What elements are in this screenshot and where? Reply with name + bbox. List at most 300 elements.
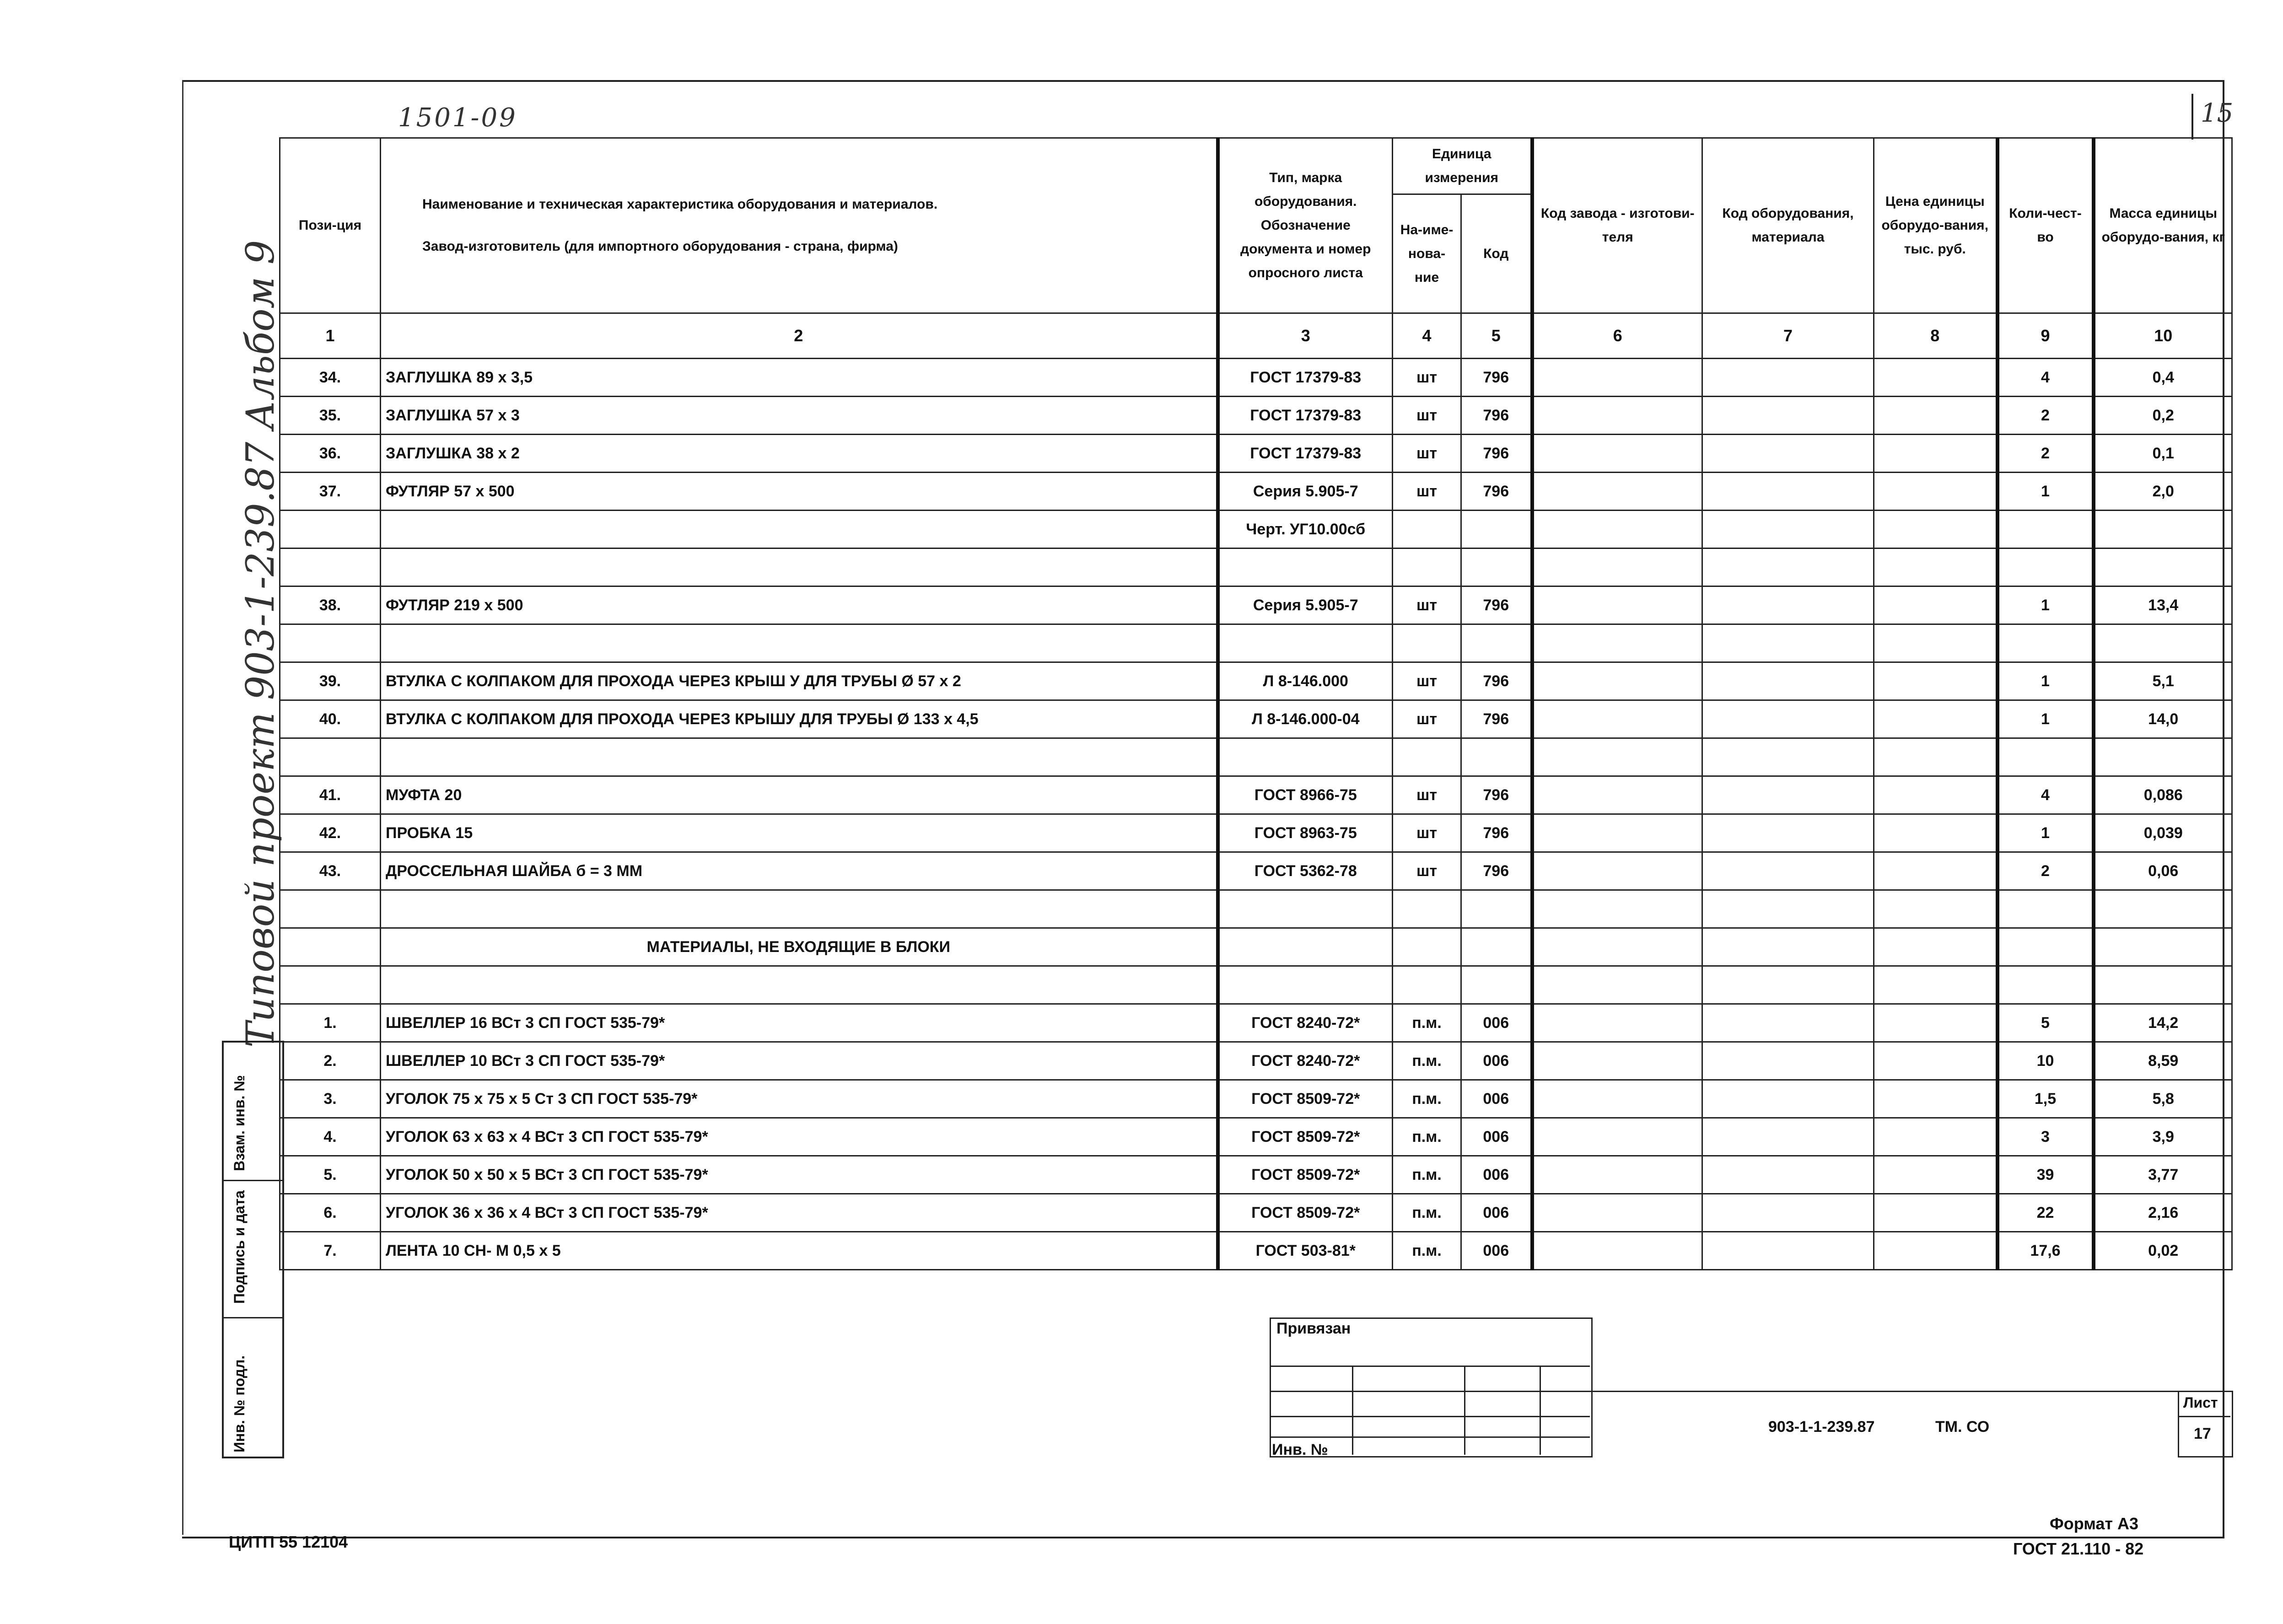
- table-row: [280, 473, 2232, 511]
- row-unit: шт: [1393, 662, 1461, 700]
- row-position: 6.: [280, 1194, 381, 1232]
- row-name: [381, 738, 1218, 776]
- col-number: 2: [381, 313, 1218, 359]
- row-factory-code: [1532, 1232, 1702, 1270]
- document-code: 903-1-1-239.87: [1768, 1418, 1875, 1436]
- row-mass: 8,59: [2094, 1042, 2232, 1080]
- row-quantity: 3: [1998, 1118, 2094, 1156]
- footer-print-code: ЦИТП 55 12104: [229, 1533, 348, 1551]
- row-material-code: [1702, 549, 1874, 586]
- row-position: 39.: [280, 662, 381, 700]
- row-position: 43.: [280, 852, 381, 890]
- row-name: МАТЕРИАЛЫ, НЕ ВХОДЯЩИЕ В БЛОКИ: [381, 928, 1218, 966]
- row-factory-code: [1532, 776, 1702, 814]
- row-position: 34.: [280, 359, 381, 397]
- row-quantity: 1: [1998, 586, 2094, 624]
- row-unit-code: 006: [1461, 1042, 1532, 1080]
- col-number: 6: [1532, 313, 1702, 359]
- row-quantity: 5: [1998, 1004, 2094, 1042]
- row-name: ФУТЛЯР 57 х 500: [381, 473, 1218, 511]
- col-number: 8: [1874, 313, 1998, 359]
- row-material-code: [1702, 397, 1874, 435]
- row-unit: п.м.: [1393, 1080, 1461, 1118]
- sheet-number: 17: [2194, 1425, 2211, 1442]
- row-factory-code: [1532, 928, 1702, 966]
- row-position: 36.: [280, 435, 381, 473]
- row-price: [1874, 1156, 1998, 1194]
- row-unit-code: 006: [1461, 1232, 1532, 1270]
- table-row: [280, 397, 2232, 435]
- footer-format: Формат А3: [2050, 1514, 2139, 1533]
- table-row: [280, 359, 2232, 397]
- row-name: УГОЛОК 75 х 75 х 5 Ст 3 СП ГОСТ 535-79*: [381, 1080, 1218, 1118]
- table-row: [280, 1232, 2232, 1270]
- row-mass: [2094, 928, 2232, 966]
- table-row: [280, 776, 2232, 814]
- row-quantity: 39: [1998, 1156, 2094, 1194]
- header-mass: Масса единицы оборудо-вания, кг: [2094, 138, 2232, 313]
- row-material-code: [1702, 435, 1874, 473]
- header-unit-code: Код: [1461, 194, 1532, 313]
- row-position: 4.: [280, 1118, 381, 1156]
- table-row: [280, 1080, 2232, 1118]
- row-position: [280, 890, 381, 928]
- col-number: 7: [1702, 313, 1874, 359]
- row-factory-code: [1532, 473, 1702, 511]
- row-unit-code: 796: [1461, 776, 1532, 814]
- row-unit: шт: [1393, 397, 1461, 435]
- row-unit: шт: [1393, 359, 1461, 397]
- row-name: ЗАГЛУШКА 57 х 3: [381, 397, 1218, 435]
- row-unit-code: [1461, 890, 1532, 928]
- row-name: УГОЛОК 63 х 63 х 4 ВСт 3 СП ГОСТ 535-79*: [381, 1118, 1218, 1156]
- row-price: [1874, 966, 1998, 1004]
- row-name: ДРОССЕЛЬНАЯ ШАЙБА б = 3 ММ: [381, 852, 1218, 890]
- row-factory-code: [1532, 1080, 1702, 1118]
- row-quantity: [1998, 511, 2094, 549]
- stamp-vzam-inv: Взам. инв. №: [231, 1075, 248, 1171]
- row-factory-code: [1532, 814, 1702, 852]
- specification-table: [279, 137, 2233, 1270]
- row-quantity: 1: [1998, 473, 2094, 511]
- row-price: [1874, 549, 1998, 586]
- row-quantity: [1998, 549, 2094, 586]
- row-unit: [1393, 738, 1461, 776]
- table-row: [280, 511, 2232, 549]
- row-quantity: [1998, 738, 2094, 776]
- footer-gost: ГОСТ 21.110 - 82: [2013, 1539, 2144, 1558]
- row-material-code: [1702, 966, 1874, 1004]
- row-type: ГОСТ 503-81*: [1218, 1232, 1393, 1270]
- header-unit-group: Единица измерения: [1393, 138, 1532, 194]
- row-unit: шт: [1393, 435, 1461, 473]
- row-quantity: 17,6: [1998, 1232, 2094, 1270]
- row-mass: 0,02: [2094, 1232, 2232, 1270]
- row-factory-code: [1532, 397, 1702, 435]
- row-unit: шт: [1393, 852, 1461, 890]
- row-price: [1874, 852, 1998, 890]
- header-unit-name: На-име-нова-ние: [1393, 194, 1461, 313]
- row-unit-code: 796: [1461, 435, 1532, 473]
- row-mass: 0,086: [2094, 776, 2232, 814]
- row-factory-code: [1532, 359, 1702, 397]
- row-price: [1874, 662, 1998, 700]
- row-unit-code: [1461, 511, 1532, 549]
- row-unit: шт: [1393, 586, 1461, 624]
- row-material-code: [1702, 1118, 1874, 1156]
- row-unit: п.м.: [1393, 1194, 1461, 1232]
- col-number: 9: [1998, 313, 2094, 359]
- table-row: [280, 738, 2232, 776]
- row-price: [1874, 1118, 1998, 1156]
- row-factory-code: [1532, 1042, 1702, 1080]
- row-position: 41.: [280, 776, 381, 814]
- row-name: ВТУЛКА С КОЛПАКОМ ДЛЯ ПРОХОДА ЧЕРЕЗ КРЫШ У ДЛЯ ТРУБЫ Ø 57 х 2: [381, 662, 1218, 700]
- row-quantity: 22: [1998, 1194, 2094, 1232]
- table-row: [280, 435, 2232, 473]
- row-name: ЗАГЛУШКА 89 х 3,5: [381, 359, 1218, 397]
- row-factory-code: [1532, 662, 1702, 700]
- row-price: [1874, 814, 1998, 852]
- row-quantity: 1,5: [1998, 1080, 2094, 1118]
- row-unit-code: 796: [1461, 397, 1532, 435]
- row-name: [381, 966, 1218, 1004]
- stamp-signature-date: Подпись и дата: [231, 1190, 248, 1304]
- col-number: 5: [1461, 313, 1532, 359]
- row-name: ВТУЛКА С КОЛПАКОМ ДЛЯ ПРОХОДА ЧЕРЕЗ КРЫШУ ДЛЯ ТРУБЫ Ø 133 х 4,5: [381, 700, 1218, 738]
- row-name: ФУТЛЯР 219 х 500: [381, 586, 1218, 624]
- col-number: 4: [1393, 313, 1461, 359]
- row-unit: [1393, 624, 1461, 662]
- table-row: [280, 928, 2232, 966]
- row-material-code: [1702, 586, 1874, 624]
- row-unit: [1393, 890, 1461, 928]
- row-factory-code: [1532, 852, 1702, 890]
- header-position: Пози-ция: [280, 138, 381, 313]
- corner-mark: [2191, 94, 2193, 140]
- header-factory-code: Код завода - изготови-теля: [1532, 138, 1702, 313]
- row-unit-code: [1461, 624, 1532, 662]
- row-type: ГОСТ 8966-75: [1218, 776, 1393, 814]
- row-unit-code: [1461, 738, 1532, 776]
- row-position: 35.: [280, 397, 381, 435]
- row-position: 1.: [280, 1004, 381, 1042]
- header-type: Тип, марка оборудования. Обозначение документа и номер опросного листа: [1218, 138, 1393, 313]
- table-row: [280, 966, 2232, 1004]
- row-position: [280, 511, 381, 549]
- table-row: [280, 549, 2232, 586]
- row-material-code: [1702, 511, 1874, 549]
- row-factory-code: [1532, 624, 1702, 662]
- row-mass: 0,06: [2094, 852, 2232, 890]
- row-mass: 2,16: [2094, 1194, 2232, 1232]
- binding-line: [182, 80, 183, 1535]
- row-unit-code: 006: [1461, 1194, 1532, 1232]
- row-position: [280, 624, 381, 662]
- row-type: [1218, 966, 1393, 1004]
- row-quantity: 4: [1998, 776, 2094, 814]
- row-price: [1874, 511, 1998, 549]
- row-position: 42.: [280, 814, 381, 852]
- archive-number: 1501-09: [398, 103, 517, 133]
- row-mass: [2094, 549, 2232, 586]
- row-material-code: [1702, 1004, 1874, 1042]
- row-unit: п.м.: [1393, 1042, 1461, 1080]
- row-factory-code: [1532, 1004, 1702, 1042]
- row-name: ЛЕНТА 10 СН- М 0,5 х 5: [381, 1232, 1218, 1270]
- row-unit-code: 006: [1461, 1080, 1532, 1118]
- col-number: 1: [280, 313, 381, 359]
- table-row: [280, 852, 2232, 890]
- row-name: ШВЕЛЛЕР 10 ВСт 3 СП ГОСТ 535-79*: [381, 1042, 1218, 1080]
- row-type: ГОСТ 8509-72*: [1218, 1156, 1393, 1194]
- row-mass: 13,4: [2094, 586, 2232, 624]
- row-unit: [1393, 928, 1461, 966]
- row-mass: 0,1: [2094, 435, 2232, 473]
- row-unit-code: 006: [1461, 1118, 1532, 1156]
- row-unit: п.м.: [1393, 1118, 1461, 1156]
- row-position: [280, 928, 381, 966]
- row-factory-code: [1532, 549, 1702, 586]
- row-price: [1874, 397, 1998, 435]
- row-name: ШВЕЛЛЕР 16 ВСт 3 СП ГОСТ 535-79*: [381, 1004, 1218, 1042]
- row-name: [381, 549, 1218, 586]
- row-name: [381, 511, 1218, 549]
- table-row: [280, 624, 2232, 662]
- row-position: 7.: [280, 1232, 381, 1270]
- row-unit: п.м.: [1393, 1156, 1461, 1194]
- row-position: [280, 966, 381, 1004]
- row-mass: 2,0: [2094, 473, 2232, 511]
- row-unit-code: 796: [1461, 662, 1532, 700]
- table-row: [280, 586, 2232, 624]
- row-price: [1874, 1042, 1998, 1080]
- row-name: МУФТА 20: [381, 776, 1218, 814]
- row-unit: шт: [1393, 700, 1461, 738]
- document-suffix: ТМ. СО: [1935, 1418, 1990, 1436]
- row-mass: [2094, 966, 2232, 1004]
- row-unit: п.м.: [1393, 1232, 1461, 1270]
- row-price: [1874, 776, 1998, 814]
- row-price: [1874, 890, 1998, 928]
- row-material-code: [1702, 776, 1874, 814]
- row-type: Серия 5.905-7: [1218, 586, 1393, 624]
- row-position: 3.: [280, 1080, 381, 1118]
- row-price: [1874, 473, 1998, 511]
- row-material-code: [1702, 890, 1874, 928]
- row-mass: [2094, 511, 2232, 549]
- row-unit-code: 796: [1461, 700, 1532, 738]
- row-position: [280, 549, 381, 586]
- row-price: [1874, 435, 1998, 473]
- row-name: УГОЛОК 36 х 36 х 4 ВСт 3 СП ГОСТ 535-79*: [381, 1194, 1218, 1232]
- row-unit-code: [1461, 966, 1532, 1004]
- row-mass: [2094, 890, 2232, 928]
- row-type: ГОСТ 17379-83: [1218, 359, 1393, 397]
- row-unit-code: 006: [1461, 1156, 1532, 1194]
- row-name: [381, 890, 1218, 928]
- row-type: [1218, 624, 1393, 662]
- row-factory-code: [1532, 890, 1702, 928]
- row-factory-code: [1532, 511, 1702, 549]
- col-number: 10: [2094, 313, 2232, 359]
- row-unit: шт: [1393, 776, 1461, 814]
- table-row: [280, 1004, 2232, 1042]
- side-project-title: Типовой проект 903-1-239.87 Альбом 9: [238, 240, 283, 1048]
- header-name: [381, 138, 1218, 313]
- inv-no-label: Инв. №: [1272, 1441, 1328, 1458]
- table-row: [280, 1042, 2232, 1080]
- row-type: Черт. УГ10.00сб: [1218, 511, 1393, 549]
- row-mass: 5,8: [2094, 1080, 2232, 1118]
- row-type: ГОСТ 8509-72*: [1218, 1194, 1393, 1232]
- row-unit-code: 796: [1461, 586, 1532, 624]
- row-type: Л 8-146.000-04: [1218, 700, 1393, 738]
- row-type: ГОСТ 8240-72*: [1218, 1004, 1393, 1042]
- row-material-code: [1702, 662, 1874, 700]
- row-factory-code: [1532, 966, 1702, 1004]
- row-material-code: [1702, 624, 1874, 662]
- row-price: [1874, 1080, 1998, 1118]
- row-position: 38.: [280, 586, 381, 624]
- row-quantity: 10: [1998, 1042, 2094, 1080]
- row-factory-code: [1532, 586, 1702, 624]
- header-quantity: Коли-чест-во: [1998, 138, 2094, 313]
- row-unit: шт: [1393, 814, 1461, 852]
- row-unit-code: 796: [1461, 814, 1532, 852]
- row-type: ГОСТ 8240-72*: [1218, 1042, 1393, 1080]
- table-row: [280, 1156, 2232, 1194]
- row-price: [1874, 624, 1998, 662]
- row-material-code: [1702, 359, 1874, 397]
- row-material-code: [1702, 814, 1874, 852]
- sheet-label: Лист: [2183, 1394, 2218, 1411]
- row-unit-code: 006: [1461, 1004, 1532, 1042]
- row-quantity: [1998, 890, 2094, 928]
- row-type: [1218, 549, 1393, 586]
- row-quantity: 2: [1998, 435, 2094, 473]
- header-name-line2: Завод-изготовитель (для импортного оборудования - страна, фирма): [422, 239, 898, 254]
- row-unit: п.м.: [1393, 1004, 1461, 1042]
- row-type: ГОСТ 17379-83: [1218, 435, 1393, 473]
- row-mass: 14,0: [2094, 700, 2232, 738]
- row-unit: [1393, 511, 1461, 549]
- row-quantity: 1: [1998, 662, 2094, 700]
- row-factory-code: [1532, 738, 1702, 776]
- row-price: [1874, 700, 1998, 738]
- row-material-code: [1702, 852, 1874, 890]
- table-row: [280, 700, 2232, 738]
- row-quantity: [1998, 966, 2094, 1004]
- col-number: 3: [1218, 313, 1393, 359]
- row-price: [1874, 1194, 1998, 1232]
- header-price: Цена единицы оборудо-вания, тыс. руб.: [1874, 138, 1998, 313]
- privyazan-label: Привязан: [1276, 1320, 1351, 1337]
- table-row: [280, 890, 2232, 928]
- row-type: [1218, 890, 1393, 928]
- row-unit-code: 796: [1461, 852, 1532, 890]
- row-mass: 14,2: [2094, 1004, 2232, 1042]
- row-type: ГОСТ 17379-83: [1218, 397, 1393, 435]
- header-name-line1: Наименование и техническая характеристика оборудования и материалов.: [422, 197, 938, 212]
- row-mass: 3,9: [2094, 1118, 2232, 1156]
- row-name: ЗАГЛУШКА 38 х 2: [381, 435, 1218, 473]
- row-type: Л 8-146.000: [1218, 662, 1393, 700]
- row-mass: 0,039: [2094, 814, 2232, 852]
- row-mass: 5,1: [2094, 662, 2232, 700]
- row-mass: 3,77: [2094, 1156, 2232, 1194]
- row-name: ПРОБКА 15: [381, 814, 1218, 852]
- row-factory-code: [1532, 1156, 1702, 1194]
- page-corner-number: 15: [2201, 98, 2234, 128]
- row-unit-code: 796: [1461, 473, 1532, 511]
- table-row: [280, 1194, 2232, 1232]
- row-position: 40.: [280, 700, 381, 738]
- row-mass: 0,2: [2094, 397, 2232, 435]
- row-position: 37.: [280, 473, 381, 511]
- row-position: 5.: [280, 1156, 381, 1194]
- row-factory-code: [1532, 1118, 1702, 1156]
- row-type: [1218, 738, 1393, 776]
- row-mass: [2094, 624, 2232, 662]
- row-material-code: [1702, 738, 1874, 776]
- table-row: [280, 662, 2232, 700]
- row-price: [1874, 928, 1998, 966]
- row-material-code: [1702, 473, 1874, 511]
- row-type: ГОСТ 5362-78: [1218, 852, 1393, 890]
- row-unit: [1393, 966, 1461, 1004]
- row-quantity: 4: [1998, 359, 2094, 397]
- row-type: ГОСТ 8509-72*: [1218, 1118, 1393, 1156]
- row-price: [1874, 1232, 1998, 1270]
- row-quantity: 1: [1998, 814, 2094, 852]
- row-factory-code: [1532, 435, 1702, 473]
- row-factory-code: [1532, 700, 1702, 738]
- row-unit: [1393, 549, 1461, 586]
- stamp-inv-podl: Инв. № подл.: [231, 1355, 248, 1452]
- row-unit-code: [1461, 928, 1532, 966]
- row-quantity: 1: [1998, 700, 2094, 738]
- row-quantity: 2: [1998, 397, 2094, 435]
- row-material-code: [1702, 1080, 1874, 1118]
- row-unit-code: [1461, 549, 1532, 586]
- row-price: [1874, 359, 1998, 397]
- row-type: Серия 5.905-7: [1218, 473, 1393, 511]
- row-price: [1874, 738, 1998, 776]
- row-material-code: [1702, 1042, 1874, 1080]
- row-type: [1218, 928, 1393, 966]
- row-material-code: [1702, 1156, 1874, 1194]
- row-price: [1874, 586, 1998, 624]
- row-quantity: [1998, 624, 2094, 662]
- row-mass: [2094, 738, 2232, 776]
- row-position: 2.: [280, 1042, 381, 1080]
- row-quantity: 2: [1998, 852, 2094, 890]
- row-quantity: [1998, 928, 2094, 966]
- row-material-code: [1702, 1232, 1874, 1270]
- row-unit-code: 796: [1461, 359, 1532, 397]
- row-mass: 0,4: [2094, 359, 2232, 397]
- row-type: ГОСТ 8963-75: [1218, 814, 1393, 852]
- header-material-code: Код оборудования, материала: [1702, 138, 1874, 313]
- row-price: [1874, 1004, 1998, 1042]
- row-type: ГОСТ 8509-72*: [1218, 1080, 1393, 1118]
- row-name: УГОЛОК 50 х 50 х 5 ВСт 3 СП ГОСТ 535-79*: [381, 1156, 1218, 1194]
- table-row: [280, 1118, 2232, 1156]
- row-material-code: [1702, 928, 1874, 966]
- row-material-code: [1702, 1194, 1874, 1232]
- row-factory-code: [1532, 1194, 1702, 1232]
